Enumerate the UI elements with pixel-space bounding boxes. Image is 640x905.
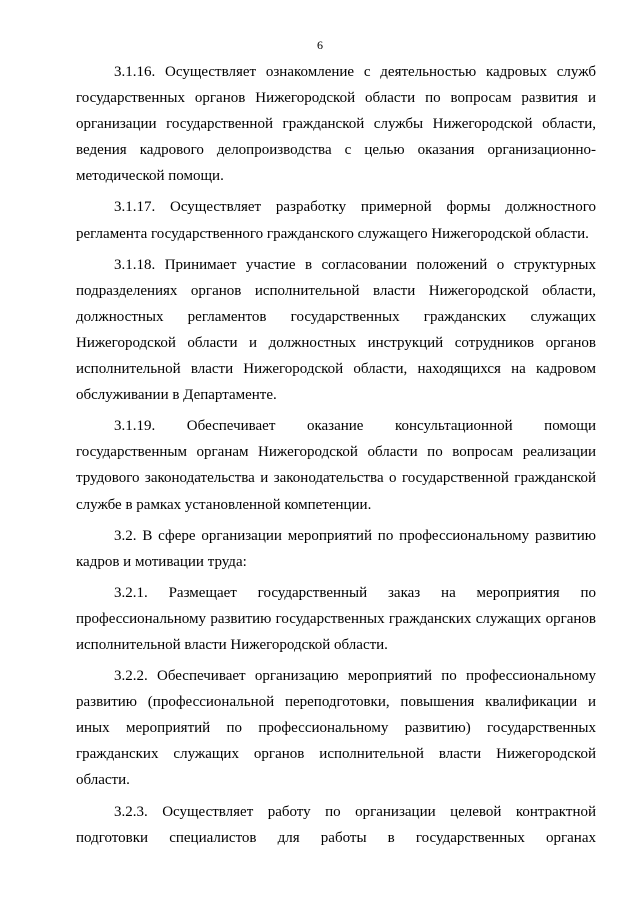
paragraph-3-1-17: 3.1.17. Осуществляет разработку примерной формы должностного регламента государственного гражданского служащего Нижегородской области. <box>76 199 596 242</box>
paragraph-3-1-19: 3.1.19. Обеспечивает оказание консультационной помощи государственным органам Нижегородской области по вопросам реализации трудового законодательства и законодательства о государственной гражданской службе в рамках установленной компетенции. <box>76 418 596 513</box>
paragraph-3-2: 3.2. В сфере организации мероприятий по профессиональному развитию кадров и мотивации труда: <box>76 527 596 570</box>
document-body <box>76 59 596 851</box>
paragraph-3-2-1: 3.2.1. Размещает государственный заказ на мероприятия по профессиональному развитию государственных гражданских служащих органов исполнительной власти Нижегородской области. <box>76 584 596 653</box>
paragraph-3-1-18: 3.1.18. Принимает участие в согласовании положений о структурных подразделениях органов исполнительной власти Нижегородской области, должностных регламентов государственных гражданских служащих Нижегородской области и должностных инструкций сотрудников органов исполнительной власти Нижегородской области, находящихся на кадровом обслуживании в Департаменте. <box>76 256 596 404</box>
page-number: 6 <box>317 38 323 52</box>
paragraph-3-1-16: 3.1.16. Осуществляет ознакомление с деятельностью кадровых служб государственных органов Нижегородской области по вопросам развития и организации государственной гражданской службы Нижегородской области, ведения кадрового делопроизводства с целью оказания организационно-методической помощи. <box>76 64 596 185</box>
paragraph-3-2-3: 3.2.3. Осуществляет работу по организации целевой контрактной подготовки специалистов для работы в государственных органах <box>76 803 596 846</box>
paragraph-3-2-2: 3.2.2. Обеспечивает организацию мероприятий по профессиональному развитию (профессиональной переподготовки, повышения квалификации и иных мероприятий по профессиональному развитию) государственных гражданских служащих органов исполнительной власти Нижегородской области. <box>76 668 596 789</box>
